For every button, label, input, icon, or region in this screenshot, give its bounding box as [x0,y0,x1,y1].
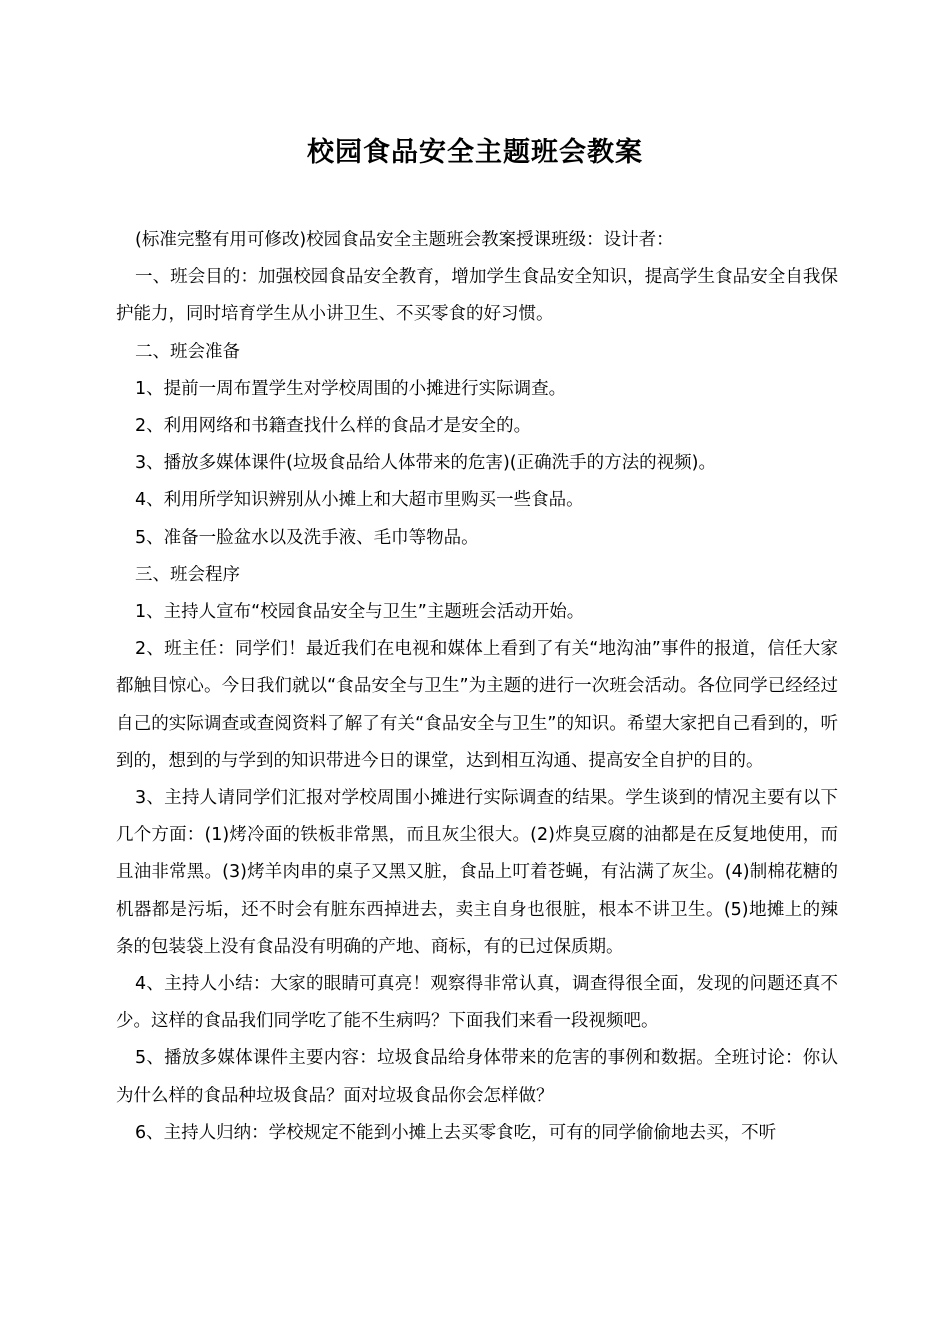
section-preparation-heading: 二、班会准备 [135,341,240,362]
prep-item-4: 4、利用所学知识辨别从小摊上和大超市里购买一些食品。 [135,490,584,511]
prep-item-2: 2、利用网络和书籍查找什么样的食品才是安全的。 [135,416,532,437]
procedure-item-6: 6、主持人归纳：学校规定不能到小摊上去买零食吃，可有的同学偷偷地去买，不听 [135,1122,777,1143]
procedure-item-2: 2、班主任：同学们！最近我们在电视和媒体上看到了有关“地沟油”事件的报道，信任大家都触目惊心。今日我们就以“食品安全与卫生”为主题的进行一次班会活动。各位同学已经经过自己的实际调查或查阅资料了解了有关“食品安全与卫生”的知识。希望大家把自己看到的，听到的，想到的与学到的知识带进今日的课堂，达到相互沟通、提高安全自护的目的。 [116,639,838,771]
procedure-item-1: 1、主持人宣布“校园食品安全与卫生”主题班会活动开始。 [135,602,585,623]
procedure-item-3: 3、主持人请同学们汇报对学校周围小摊进行实际调查的结果。学生谈到的情况主要有以下几个方面：(1)烤冷面的铁板非常黑，而且灰尘很大。(2)炸臭豆腐的油都是在反复地使用，而且油非常黑。(3)烤羊肉串的桌子又黑又脏，食品上叮着苍蝇，有沾满了灰尘。(4)制棉花糖的机器都是污垢，还不时会有脏东西掉进去，卖主自身也很脏，根本不讲卫生。(5)地摊上的辣条的包装袋上没有食品没有明确的产地、商标，有的已过保质期。 [116,788,838,957]
intro-paragraph: (标准完整有用可修改)校园食品安全主题班会教案授课班级：设计者： [135,230,674,250]
section-purpose: 一、班会目的：加强校园食品安全教育，增加学生食品安全知识，提高学生食品安全自我保护能力，同时培育学生从小讲卫生、不买零食的好习惯。 [116,267,838,325]
procedure-item-4: 4、主持人小结：大家的眼睛可真亮！观察得非常认真，调查得很全面，发现的问题还真不少。这样的食品我们同学吃了能不生病吗？下面我们来看一段视频吧。 [116,974,838,1032]
section-procedure-heading: 三、班会程序 [135,564,240,585]
prep-item-1: 1、提前一周布置学生对学校周围的小摊进行实际调查。 [135,378,567,399]
document-body [116,222,838,1152]
document-title: 校园食品安全主题班会教案 [307,137,643,168]
prep-item-5: 5、准备一脸盆水以及洗手液、毛巾等物品。 [135,527,479,548]
procedure-item-5: 5、播放多媒体课件主要内容：垃圾食品给身体带来的危害的事例和数据。全班讨论：你认为什么样的食品种垃圾食品？面对垃圾食品你会怎样做？ [116,1048,838,1106]
prep-item-3: 3、播放多媒体课件(垃圾食品给人体带来的危害)(正确洗手的方法的视频)。 [135,453,716,474]
